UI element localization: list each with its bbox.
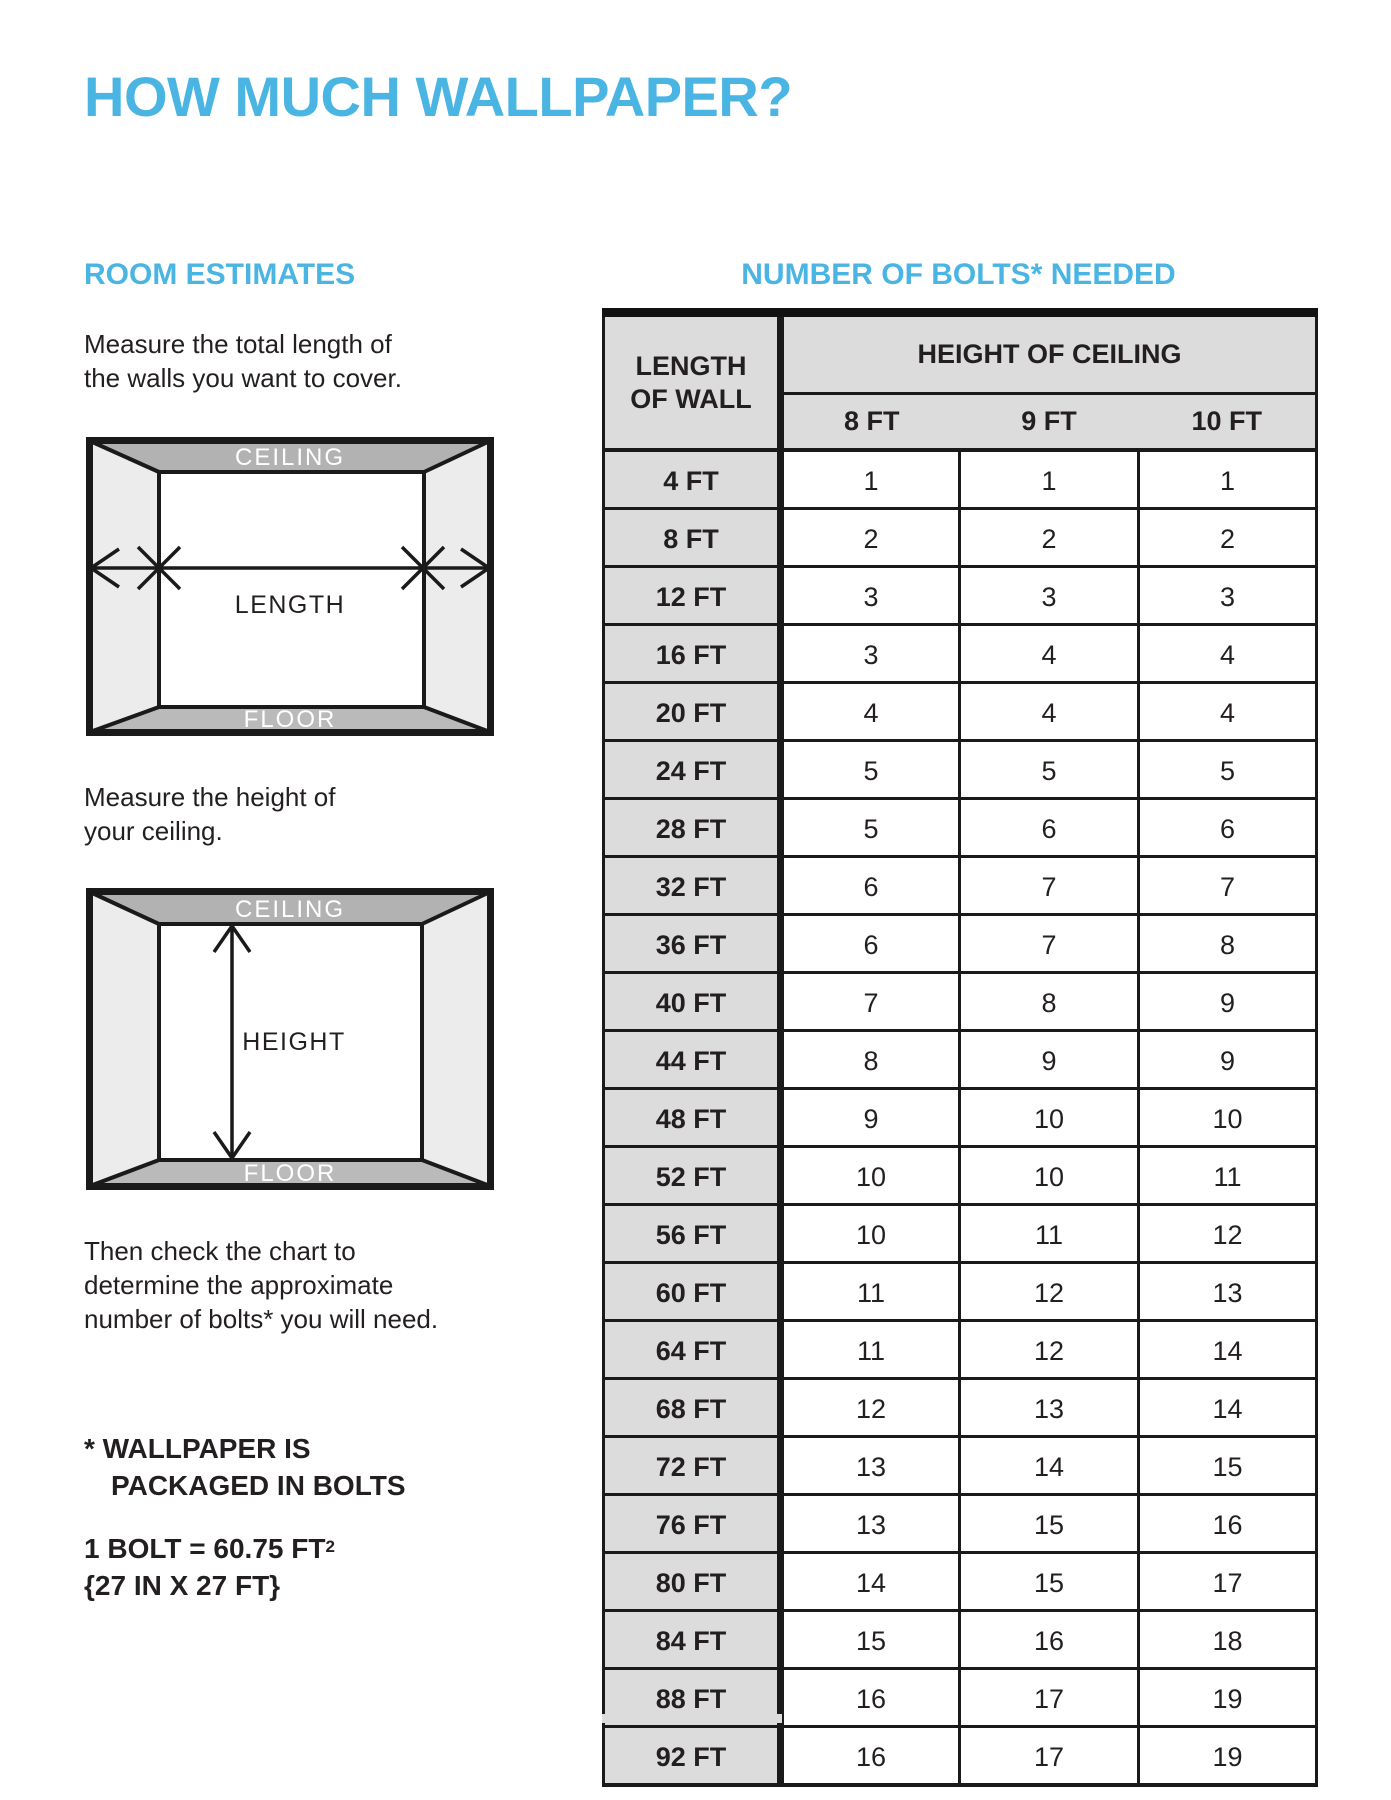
bolt-count-cell: 13 xyxy=(960,1379,1139,1437)
bolt-count-cell: 7 xyxy=(1139,857,1317,915)
column-group-header-cell: HEIGHT OF CEILING xyxy=(781,313,1317,394)
bolt-count-cell: 5 xyxy=(960,741,1139,799)
bolt-count-cell: 13 xyxy=(781,1437,960,1495)
paragraph-measure-length xyxy=(84,327,402,395)
table-row xyxy=(604,1379,1317,1437)
row-label-cell: 12 FT xyxy=(604,567,781,625)
right-wall-surface xyxy=(424,441,490,732)
table-row xyxy=(604,567,1317,625)
row-label-cell: 36 FT xyxy=(604,915,781,973)
bolt-count-cell: 10 xyxy=(781,1147,960,1205)
bolts-table-container xyxy=(602,308,1315,1787)
bolt-count-cell: 15 xyxy=(781,1611,960,1669)
bolt-count-cell: 4 xyxy=(781,683,960,741)
paragraph-check-chart xyxy=(84,1234,438,1336)
row-label-cell: 68 FT xyxy=(604,1379,781,1437)
table-row xyxy=(604,683,1317,741)
bolt-count-cell: 6 xyxy=(960,799,1139,857)
bolt-count-cell: 12 xyxy=(1139,1205,1317,1263)
bolt-count-cell: 14 xyxy=(960,1437,1139,1495)
table-row xyxy=(604,1553,1317,1611)
bolt-count-cell: 11 xyxy=(1139,1147,1317,1205)
bolt-count-cell: 2 xyxy=(960,509,1139,567)
bolt-count-cell: 2 xyxy=(781,509,960,567)
bolt-count-cell: 13 xyxy=(781,1495,960,1553)
table-row xyxy=(604,1147,1317,1205)
bolt-size-spec xyxy=(84,1528,335,1604)
bolt-spec-superscript: 2 xyxy=(325,1537,335,1556)
bolt-count-cell: 3 xyxy=(781,625,960,683)
bolt-count-cell: 5 xyxy=(1139,741,1317,799)
row-label-cell: 16 FT xyxy=(604,625,781,683)
bolt-count-cell: 10 xyxy=(781,1205,960,1263)
bolt-count-cell: 10 xyxy=(960,1147,1139,1205)
bolt-count-cell: 13 xyxy=(1139,1263,1317,1321)
paragraph-measure-height xyxy=(84,780,336,848)
footnote-line: * WALLPAPER IS xyxy=(84,1433,311,1464)
bolt-count-cell: 15 xyxy=(960,1553,1139,1611)
bolt-count-cell: 8 xyxy=(960,973,1139,1031)
table-row xyxy=(604,1437,1317,1495)
paragraph-line: the walls you want to cover. xyxy=(84,363,402,393)
bolt-spec-line: {27 IN X 27 FT} xyxy=(84,1570,281,1601)
row-label-cell: 28 FT xyxy=(604,799,781,857)
bolt-count-cell: 4 xyxy=(1139,625,1317,683)
bolt-count-cell: 16 xyxy=(781,1669,960,1727)
wallpaper-bolts-footnote xyxy=(84,1430,406,1504)
bolts-table xyxy=(602,308,1318,1787)
bolt-count-cell: 12 xyxy=(781,1379,960,1437)
page-title: HOW MUCH WALLPAPER? xyxy=(84,65,793,128)
table-row xyxy=(604,625,1317,683)
left-wall-surface xyxy=(90,441,159,732)
ceiling-label: CEILING xyxy=(234,896,346,923)
bolt-count-cell: 19 xyxy=(1139,1727,1317,1786)
bolt-count-cell: 6 xyxy=(1139,799,1317,857)
bolt-count-cell: 14 xyxy=(1139,1321,1317,1379)
bolt-count-cell: 5 xyxy=(781,741,960,799)
right-wall-surface xyxy=(422,892,490,1186)
bolt-count-cell: 6 xyxy=(781,915,960,973)
bolt-count-cell: 16 xyxy=(781,1727,960,1786)
bolt-count-cell: 8 xyxy=(1139,915,1317,973)
row-label-cell: 32 FT xyxy=(604,857,781,915)
table-row xyxy=(604,1031,1317,1089)
row-label-cell: 76 FT xyxy=(604,1495,781,1553)
bolt-count-cell: 14 xyxy=(1139,1379,1317,1437)
bolt-count-cell: 3 xyxy=(781,567,960,625)
bolt-count-cell: 9 xyxy=(1139,1031,1317,1089)
bolt-count-cell: 18 xyxy=(1139,1611,1317,1669)
column-header-9ft: 9 FT xyxy=(960,394,1139,451)
paragraph-line: number of bolts* you will need. xyxy=(84,1304,439,1334)
row-label-cell: 64 FT xyxy=(604,1321,781,1379)
row-label-cell: 92 FT xyxy=(604,1727,781,1786)
column-header-10ft: 10 FT xyxy=(1139,394,1317,451)
bolt-count-cell: 11 xyxy=(781,1321,960,1379)
bolts-needed-heading: NUMBER OF BOLTS* NEEDED xyxy=(741,258,1176,291)
bolt-spec-text: 1 BOLT = 60.75 FT xyxy=(84,1533,326,1564)
row-header-line: LENGTH xyxy=(635,350,747,381)
bolt-count-cell: 12 xyxy=(960,1321,1139,1379)
paragraph-line: Measure the height of xyxy=(84,782,336,812)
table-row xyxy=(604,450,1317,509)
bolt-count-cell: 17 xyxy=(1139,1553,1317,1611)
table-row xyxy=(604,1611,1317,1669)
bolt-count-cell: 2 xyxy=(1139,509,1317,567)
bolt-spec-line xyxy=(84,1528,335,1567)
row-header-cell xyxy=(604,313,781,451)
table-row xyxy=(604,509,1317,567)
bolt-count-cell: 9 xyxy=(960,1031,1139,1089)
table-row xyxy=(604,1321,1317,1379)
column-header-8ft: 8 FT xyxy=(781,394,960,451)
bolt-count-cell: 1 xyxy=(1139,450,1317,509)
table-row xyxy=(604,1727,1317,1786)
row-label-cell: 40 FT xyxy=(604,973,781,1031)
bolt-count-cell: 15 xyxy=(960,1495,1139,1553)
bolt-count-cell: 16 xyxy=(1139,1495,1317,1553)
bolt-count-cell: 10 xyxy=(960,1089,1139,1147)
room-length-diagram xyxy=(86,437,494,736)
bolt-count-cell: 1 xyxy=(960,450,1139,509)
bolt-count-cell: 6 xyxy=(781,857,960,915)
bolt-count-cell: 7 xyxy=(960,915,1139,973)
bolt-count-cell: 19 xyxy=(1139,1669,1317,1727)
table-row xyxy=(604,1089,1317,1147)
bolt-count-cell: 1 xyxy=(781,450,960,509)
table-row xyxy=(604,741,1317,799)
bolt-count-cell: 7 xyxy=(960,857,1139,915)
paragraph-line: Measure the total length of xyxy=(84,329,392,359)
row-label-cell: 56 FT xyxy=(604,1205,781,1263)
row-label-cell: 8 FT xyxy=(604,509,781,567)
left-wall-surface xyxy=(90,892,159,1186)
bolt-count-cell: 11 xyxy=(781,1263,960,1321)
bolt-count-cell: 17 xyxy=(960,1727,1139,1786)
row-label-cell: 44 FT xyxy=(604,1031,781,1089)
table-row xyxy=(604,799,1317,857)
bolt-count-cell: 17 xyxy=(960,1669,1139,1727)
bolt-count-cell: 7 xyxy=(781,973,960,1031)
table-row xyxy=(604,973,1317,1031)
bolt-count-cell: 10 xyxy=(1139,1089,1317,1147)
row-label-cell: 24 FT xyxy=(604,741,781,799)
bolt-count-cell: 3 xyxy=(960,567,1139,625)
room-estimates-heading: ROOM ESTIMATES xyxy=(84,258,356,291)
table-footer-strip xyxy=(602,1714,782,1723)
table-row xyxy=(604,1495,1317,1553)
bolt-count-cell: 8 xyxy=(781,1031,960,1089)
bolt-count-cell: 4 xyxy=(960,683,1139,741)
footnote-line: PACKAGED IN BOLTS xyxy=(111,1470,406,1501)
paragraph-line: determine the approximate xyxy=(84,1270,394,1300)
row-label-cell: 52 FT xyxy=(604,1147,781,1205)
room-height-diagram xyxy=(86,888,494,1190)
bolt-count-cell: 4 xyxy=(1139,683,1317,741)
row-header-line: OF WALL xyxy=(630,383,752,414)
bolt-count-cell: 5 xyxy=(781,799,960,857)
row-label-cell: 60 FT xyxy=(604,1263,781,1321)
table-row xyxy=(604,857,1317,915)
floor-label: FLOOR xyxy=(243,706,337,733)
bolt-count-cell: 14 xyxy=(781,1553,960,1611)
bolt-count-cell: 3 xyxy=(1139,567,1317,625)
bolt-count-cell: 12 xyxy=(960,1263,1139,1321)
table-row xyxy=(604,1263,1317,1321)
bolt-count-cell: 16 xyxy=(960,1611,1139,1669)
bolt-count-cell: 4 xyxy=(960,625,1139,683)
back-wall xyxy=(159,472,424,707)
height-label: HEIGHT xyxy=(242,1028,346,1056)
row-label-cell: 84 FT xyxy=(604,1611,781,1669)
row-label-cell: 88 FT xyxy=(604,1669,781,1727)
paragraph-line: your ceiling. xyxy=(84,816,223,846)
bolt-count-cell: 11 xyxy=(960,1205,1139,1263)
table-row xyxy=(604,1205,1317,1263)
table-row xyxy=(604,915,1317,973)
row-label-cell: 72 FT xyxy=(604,1437,781,1495)
ceiling-label: CEILING xyxy=(234,444,346,471)
row-label-cell: 48 FT xyxy=(604,1089,781,1147)
length-label: LENGTH xyxy=(234,591,346,619)
paragraph-line: Then check the chart to xyxy=(84,1236,356,1266)
bolt-count-cell: 15 xyxy=(1139,1437,1317,1495)
bolt-count-cell: 9 xyxy=(781,1089,960,1147)
row-label-cell: 4 FT xyxy=(604,450,781,509)
row-label-cell: 80 FT xyxy=(604,1553,781,1611)
bolt-count-cell: 9 xyxy=(1139,973,1317,1031)
floor-label: FLOOR xyxy=(243,1160,337,1187)
row-label-cell: 20 FT xyxy=(604,683,781,741)
